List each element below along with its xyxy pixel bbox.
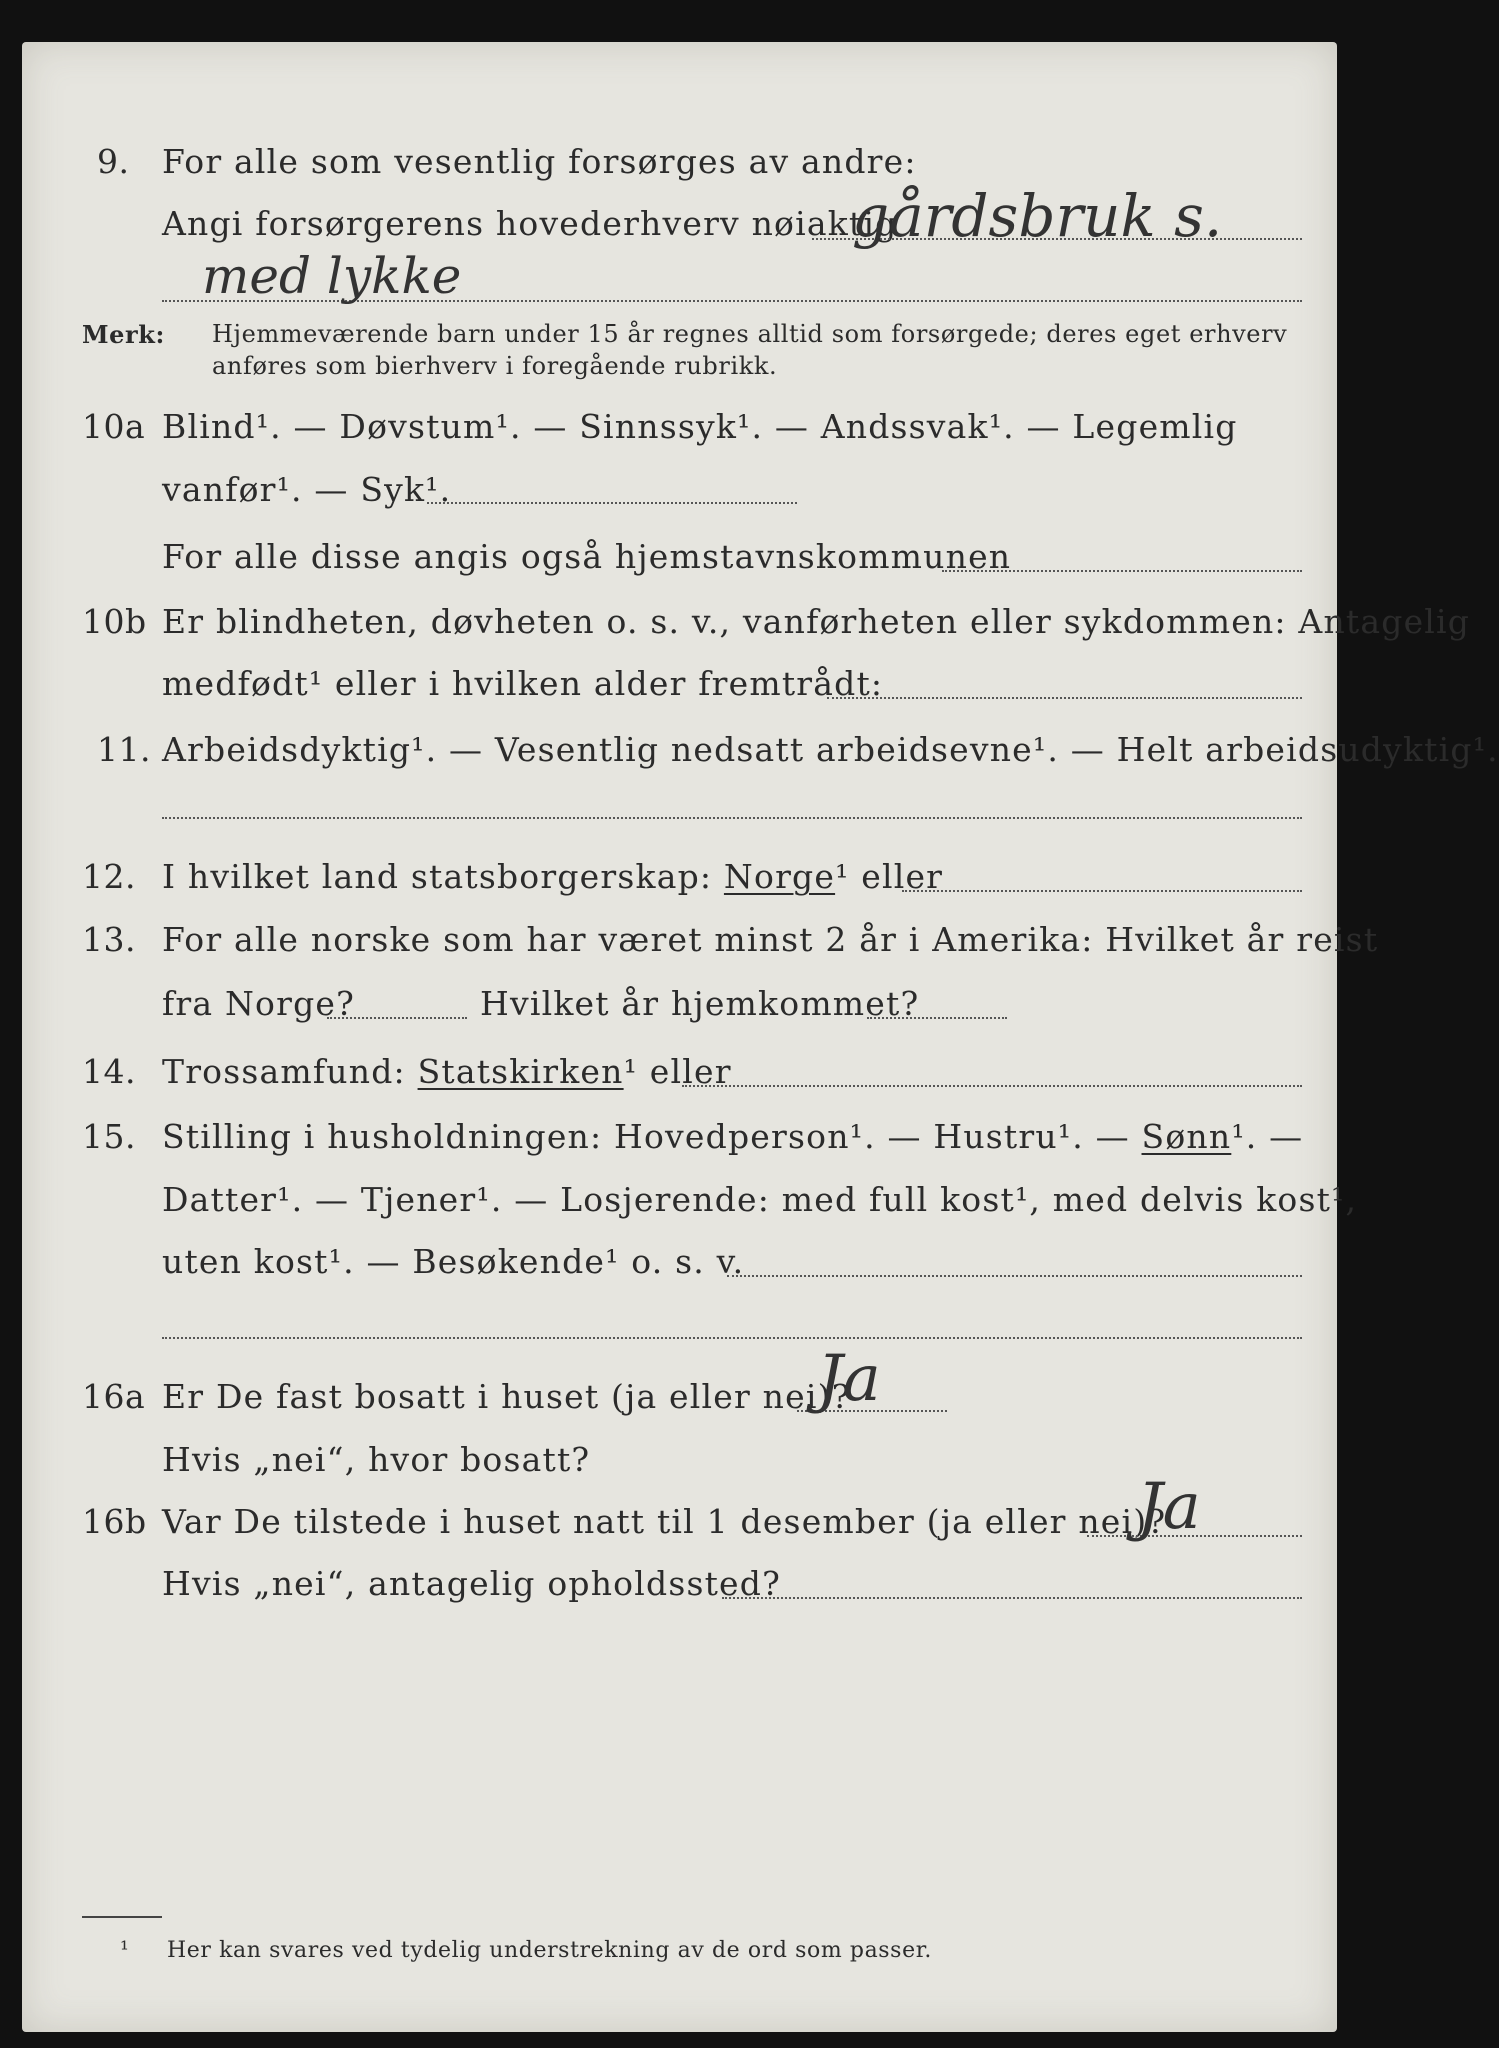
question-9-line2: Angi forsørgerens hovederhverv nøiaktig xyxy=(162,204,898,243)
merk-line1: Hjemmeværende barn under 15 år regnes alltid som forsørgede; deres eget erhverv xyxy=(212,320,1288,348)
question-12-line xyxy=(162,857,943,896)
question-13-number: 13. xyxy=(82,920,136,959)
question-11-line1: Arbeidsdyktig¹. — Vesentlig nedsatt arbeidsevne¹. — Helt arbeidsudyktig¹. xyxy=(162,730,1499,769)
footnote-rule xyxy=(82,1916,162,1918)
answer-line-13-hjem[interactable] xyxy=(867,1017,1007,1019)
question-14-suffix: ¹ eller xyxy=(623,1052,732,1091)
merk-label: Merk: xyxy=(82,320,165,349)
question-15-number: 15. xyxy=(82,1117,136,1156)
question-14-line xyxy=(162,1052,732,1091)
question-10a-number: 10a xyxy=(82,407,146,446)
question-13-line2b: Hvilket år hjemkommet? xyxy=(480,984,920,1023)
handwritten-answer-16b: Ja xyxy=(1137,1470,1201,1544)
question-15-line1a: Stilling i husholdningen: Hovedperson¹. — Hustru¹. — xyxy=(162,1117,1130,1156)
question-16a-line2: Hvis „nei“, hvor bosatt? xyxy=(162,1440,591,1479)
question-15-line2: Datter¹. — Tjener¹. — Losjerende: med full kost¹, med delvis kost¹, xyxy=(162,1180,1358,1219)
handwritten-answer-9b: med lykke xyxy=(202,247,462,305)
answer-line-15a[interactable] xyxy=(727,1275,1302,1277)
handwritten-answer-9a: gårdsbruk s. xyxy=(852,182,1223,250)
question-14-number: 14. xyxy=(82,1052,136,1091)
question-14-selected-statskirken[interactable]: Statskirken xyxy=(417,1052,624,1091)
question-12-prefix: I hvilket land statsborgerskap: xyxy=(162,857,713,896)
census-form-page xyxy=(22,42,1499,2032)
question-16b-number: 16b xyxy=(82,1502,147,1541)
question-16a-number: 16a xyxy=(82,1377,146,1416)
answer-line-10a-syk[interactable] xyxy=(427,502,797,504)
question-13-line1: For alle norske som har været minst 2 år i Amerika: Hvilket år reist xyxy=(162,920,1379,959)
question-16a-line1: Er De fast bosatt i huset (ja eller nei)? xyxy=(162,1377,851,1416)
question-12-suffix: ¹ eller xyxy=(835,857,944,896)
answer-line-14[interactable] xyxy=(682,1085,1302,1087)
handwritten-answer-16a: Ja xyxy=(817,1342,881,1416)
question-10b-line1: Er blindheten, døvheten o. s. v., vanførheten eller sykdommen: Antagelig xyxy=(162,602,1471,641)
question-12-selected-norge[interactable]: Norge xyxy=(723,857,836,896)
answer-line-10a-kommune[interactable] xyxy=(942,570,1302,572)
question-9-number: 9. xyxy=(97,142,130,181)
question-10b-number: 10b xyxy=(82,602,147,641)
question-15-selected-sonn[interactable]: Sønn xyxy=(1141,1117,1232,1156)
question-10a-line2: vanfør¹. — Syk¹. xyxy=(162,470,452,509)
footnote-text: Her kan svares ved tydelig understrekning av de ord som passer. xyxy=(167,1938,932,1963)
question-16b-line1: Var De tilstede i huset natt til 1 desember (ja eller nei)? xyxy=(162,1502,1167,1541)
question-9-line1: For alle som vesentlig forsørges av andre: xyxy=(162,142,917,181)
answer-line-12[interactable] xyxy=(902,890,1302,892)
answer-line-15b[interactable] xyxy=(162,1337,1302,1339)
question-11-number: 11. xyxy=(97,730,151,769)
footnote-mark: ¹ xyxy=(120,1938,130,1963)
question-10a-line3: For alle disse angis også hjemstavnskommunen xyxy=(162,537,1012,576)
answer-line-13-reist[interactable] xyxy=(327,1017,467,1019)
answer-line-16b-opphold[interactable] xyxy=(722,1597,1302,1599)
answer-line-10b[interactable] xyxy=(827,697,1302,699)
question-16b-line2: Hvis „nei“, antagelig opholdssted? xyxy=(162,1564,781,1603)
question-15-line1 xyxy=(162,1117,1303,1156)
merk-line2: anføres som bierhverv i foregående rubrikk. xyxy=(212,352,778,380)
question-13-line2a: fra Norge? xyxy=(162,984,356,1023)
question-12-number: 12. xyxy=(82,857,136,896)
question-15-line1c: ¹. — xyxy=(1231,1117,1304,1156)
question-10a-line1: Blind¹. — Døvstum¹. — Sinnssyk¹. — Andssvak¹. — Legemlig xyxy=(162,407,1238,446)
question-14-prefix: Trossamfund: xyxy=(162,1052,406,1091)
question-10b-line2: medfødt¹ eller i hvilken alder fremtrådt: xyxy=(162,664,884,703)
answer-line-11[interactable] xyxy=(162,817,1302,819)
question-15-line3: uten kost¹. — Besøkende¹ o. s. v. xyxy=(162,1242,745,1281)
